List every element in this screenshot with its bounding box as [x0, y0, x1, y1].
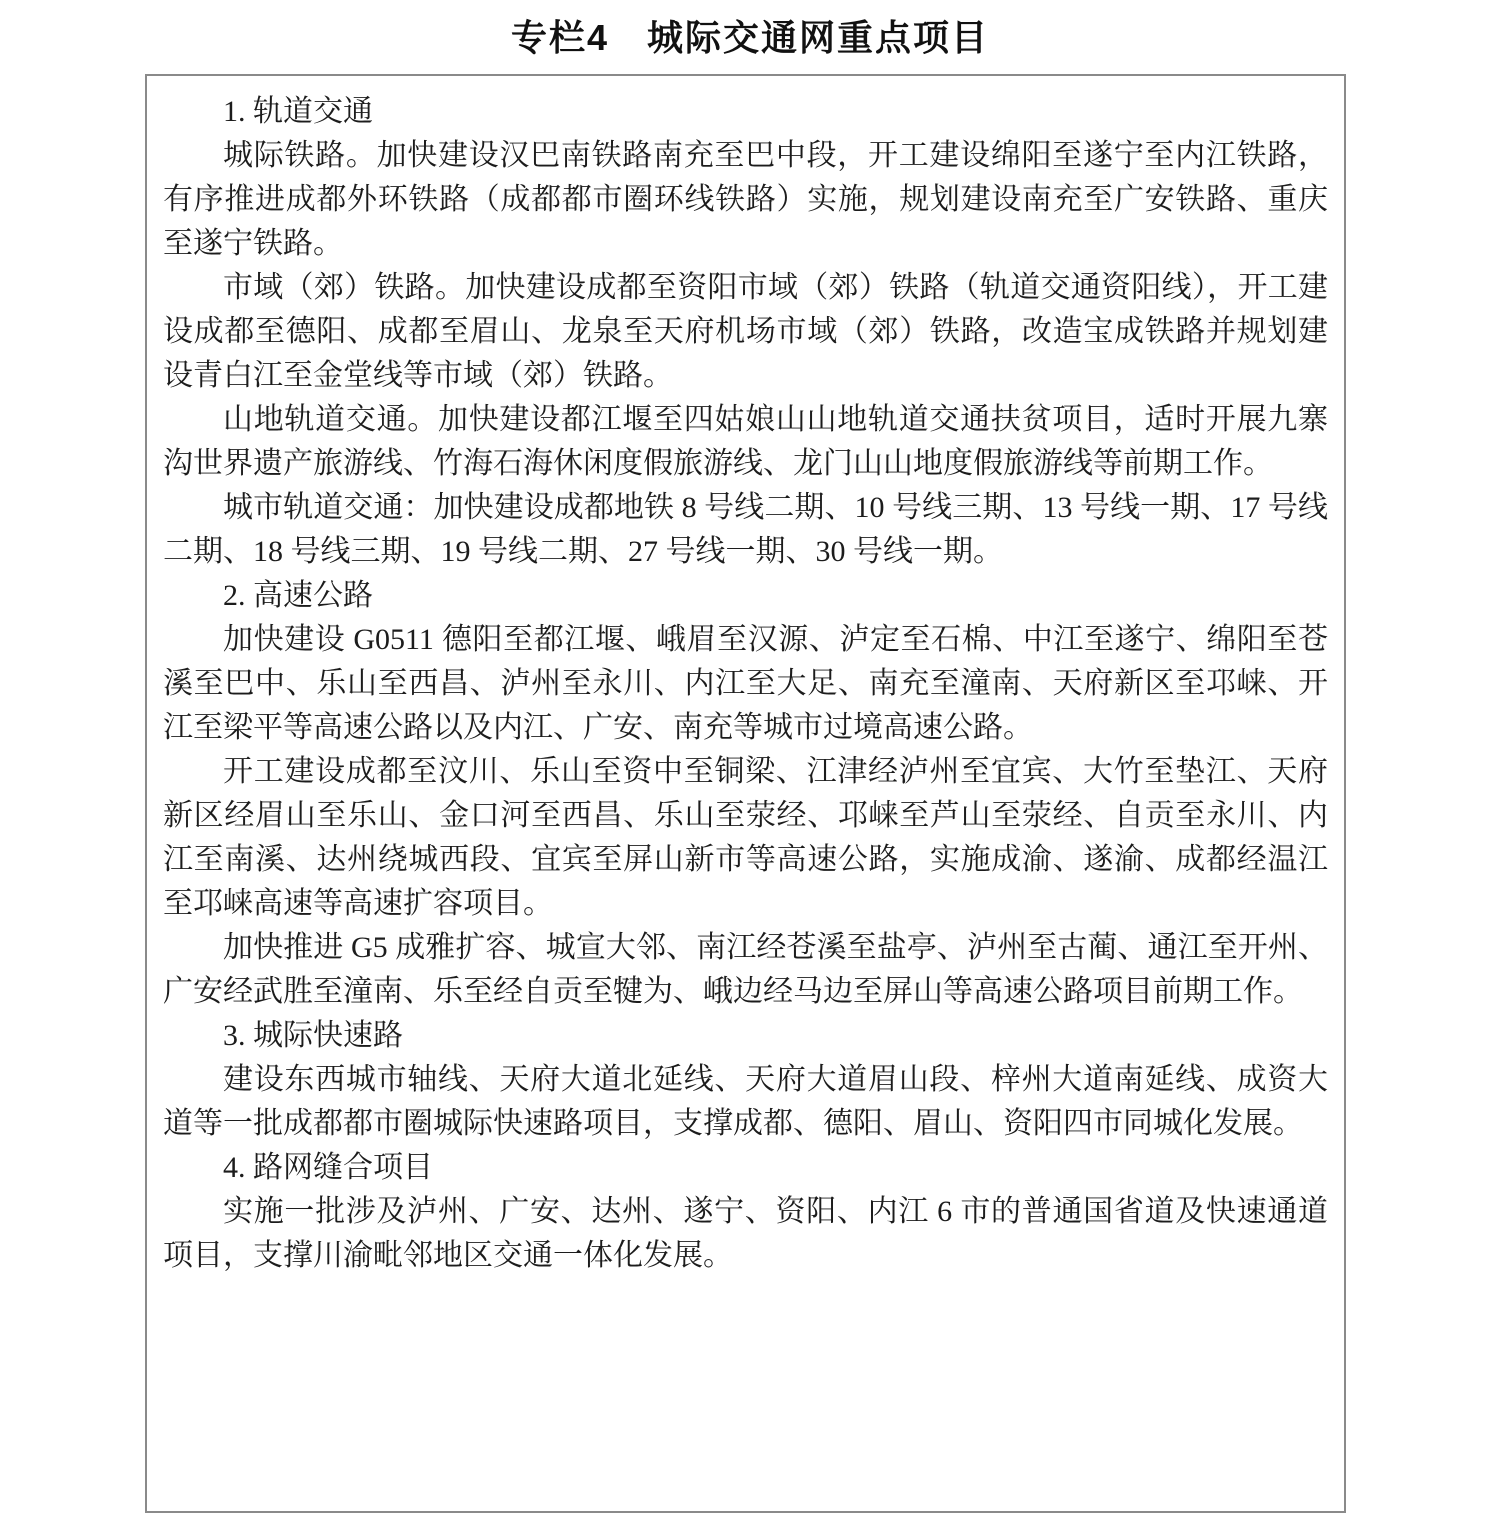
section-heading-intercity-fast-road: 3. 城际快速路: [223, 1019, 403, 1052]
paragraph-intercity-fast-road: 建设东西城市轴线、天府大道北延线、天府大道眉山段、梓州大道南延线、成资大道等一批成都都市圈城际快速路项目，支撑成都、德阳、眉山、资阳四市同城化发展。: [163, 1063, 1328, 1140]
paragraph-expressway-accelerate: 加快建设 G0511 德阳至都江堰、峨眉至汉源、泸定至石棉、中江至遂宁、绵阳至苍溪至巴中、乐山至西昌、泸州至永川、内江至大足、南充至潼南、天府新区至邛崃、开江至梁平等高速公路以及内江、广安、南充等城市过境高速公路。: [163, 623, 1328, 744]
paragraph-expressway-start: 开工建设成都至汶川、乐山至资中至铜梁、江津经泸州至宜宾、大竹至垫江、天府新区经眉山至乐山、金口河至西昌、乐山至荥经、邛崃至芦山至荥经、自贡至永川、内江至南溪、达州绕城西段、宜宾至屏山新市等高速公路，实施成渝、遂渝、成都经温江至邛崃高速等高速扩容项目。: [163, 755, 1328, 920]
paragraph-road-network-stitching: 实施一批涉及泸州、广安、达州、遂宁、资阳、内江 6 市的普通国省道及快速通道项目，支撑川渝毗邻地区交通一体化发展。: [163, 1195, 1328, 1272]
page-title: 专栏4 城际交通网重点项目: [510, 17, 990, 58]
paragraph-urban-metro: 城市轨道交通：加快建设成都地铁 8 号线二期、10 号线三期、13 号线一期、17 号线二期、18 号线三期、19 号线二期、27 号线一期、30 号线一期。: [163, 491, 1328, 568]
section-heading-expressway: 2. 高速公路: [223, 579, 373, 612]
paragraph-mountain-rail: 山地轨道交通。加快建设都江堰至四姑娘山山地轨道交通扶贫项目，适时开展九寨沟世界遗产旅游线、竹海石海休闲度假旅游线、龙门山山地度假旅游线等前期工作。: [163, 403, 1328, 480]
section-heading-road-network-stitching: 4. 路网缝合项目: [223, 1151, 433, 1184]
paragraph-expressway-preliminary: 加快推进 G5 成雅扩容、城宣大邻、南江经苍溪至盐亭、泸州至古蔺、通江至开州、广安经武胜至潼南、乐至经自贡至犍为、峨边经马边至屏山等高速公路项目前期工作。: [163, 931, 1328, 1008]
section-heading-rail-transit: 1. 轨道交通: [223, 95, 373, 128]
callout-box: [145, 74, 1346, 1513]
paragraph-suburban-rail: 市域（郊）铁路。加快建设成都至资阳市域（郊）铁路（轨道交通资阳线），开工建设成都至德阳、成都至眉山、龙泉至天府机场市域（郊）铁路，改造宝成铁路并规划建设青白江至金堂线等市域（郊）铁路。: [163, 271, 1328, 392]
paragraph-intercity-rail: 城际铁路。加快建设汉巴南铁路南充至巴中段，开工建设绵阳至遂宁至内江铁路，有序推进成都外环铁路（成都都市圈环线铁路）实施，规划建设南充至广安铁路、重庆至遂宁铁路。: [163, 139, 1328, 260]
